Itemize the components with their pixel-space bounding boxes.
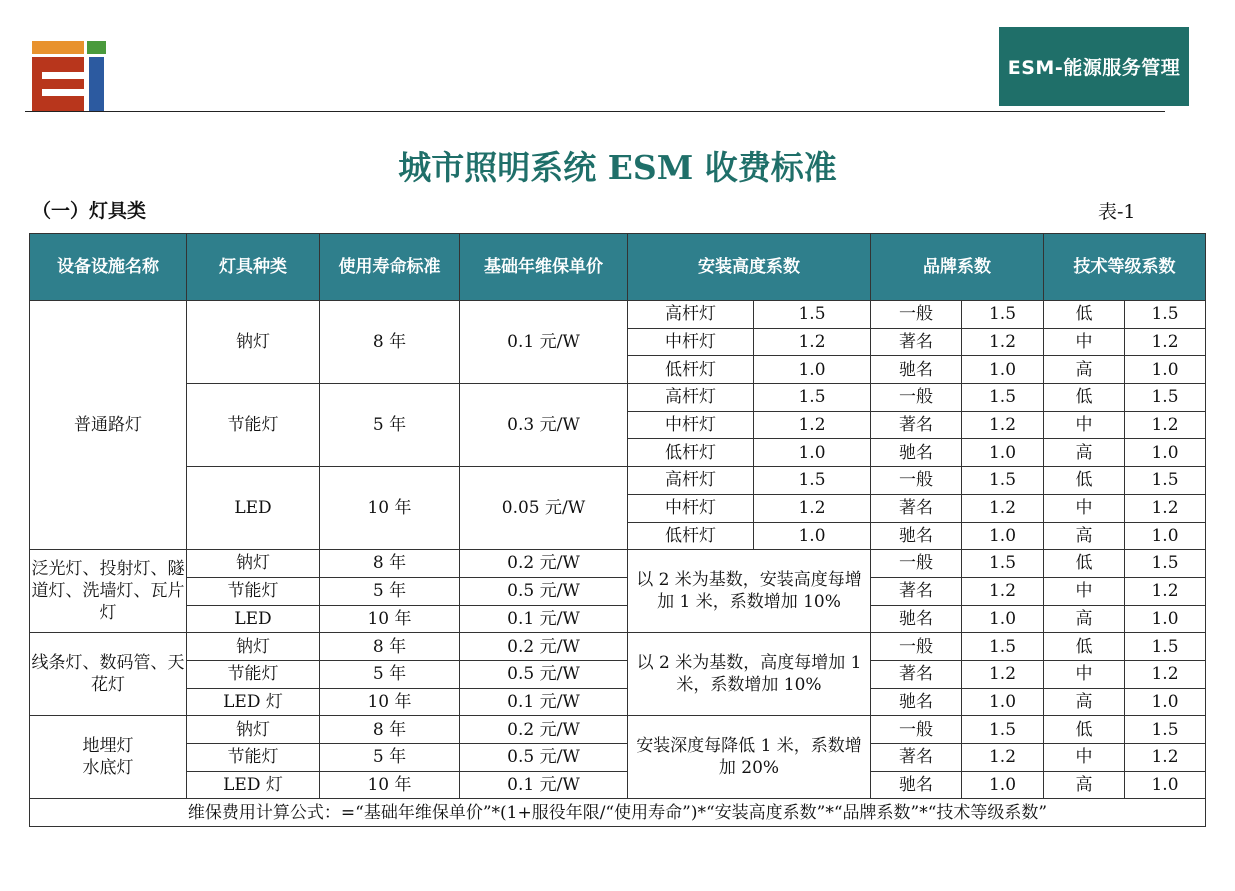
lamp-type: 节能灯 [187, 577, 320, 605]
height-coeff-name: 高杆灯 [628, 301, 754, 329]
brand-coeff-value: 1.5 [962, 467, 1044, 495]
height-coeff-name: 低杆灯 [628, 356, 754, 384]
logo-white-bar-2 [42, 89, 84, 96]
service-life: 5 年 [320, 577, 460, 605]
height-coeff-name: 中杆灯 [628, 494, 754, 522]
brand-coeff-name: 一般 [871, 301, 962, 329]
brand-coeff-name: 驰名 [871, 522, 962, 550]
ei-logo [32, 41, 106, 111]
header-brand-coeff: 品牌系数 [871, 234, 1044, 301]
annual-price: 0.5 元/W [460, 660, 628, 688]
height-coeff-note: 以 2 米为基数，高度每增加 1 米，系数增加 10% [628, 633, 871, 716]
logo-orange-bar [32, 41, 84, 54]
service-life: 10 年 [320, 605, 460, 633]
table-row [30, 744, 1206, 772]
height-coeff-note: 安装深度每降低 1 米，系数增加 20% [628, 716, 871, 799]
brand-coeff-name: 一般 [871, 467, 962, 495]
tech-coeff-name: 中 [1044, 660, 1125, 688]
table-row [30, 660, 1206, 688]
tech-coeff-name: 中 [1044, 577, 1125, 605]
header-lamp-type: 灯具种类 [187, 234, 320, 301]
logo-blue-bar [89, 57, 104, 111]
tech-coeff-value: 1.5 [1125, 550, 1206, 578]
tech-coeff-name: 中 [1044, 328, 1125, 356]
height-coeff-value: 1.2 [754, 494, 871, 522]
logo-white-bar-1 [42, 72, 84, 79]
tech-coeff-value: 1.2 [1125, 411, 1206, 439]
service-life: 10 年 [320, 771, 460, 799]
lamp-type: 钠灯 [187, 301, 320, 384]
service-life: 8 年 [320, 301, 460, 384]
tech-coeff-value: 1.0 [1125, 771, 1206, 799]
height-coeff-value: 1.5 [754, 384, 871, 412]
brand-coeff-value: 1.0 [962, 522, 1044, 550]
brand-coeff-name: 一般 [871, 384, 962, 412]
brand-coeff-name: 著名 [871, 744, 962, 772]
service-life: 5 年 [320, 744, 460, 772]
lamp-type: 节能灯 [187, 384, 320, 467]
table-header-row [30, 234, 1206, 301]
brand-coeff-name: 驰名 [871, 439, 962, 467]
brand-coeff-value: 1.0 [962, 771, 1044, 799]
brand-coeff-value: 1.2 [962, 328, 1044, 356]
annual-price: 0.1 元/W [460, 688, 628, 716]
facility-name: 普通路灯 [30, 301, 187, 550]
tech-coeff-name: 低 [1044, 384, 1125, 412]
tech-coeff-value: 1.0 [1125, 439, 1206, 467]
brand-coeff-value: 1.5 [962, 550, 1044, 578]
height-coeff-value: 1.5 [754, 301, 871, 329]
tech-coeff-value: 1.5 [1125, 467, 1206, 495]
brand-coeff-name: 著名 [871, 577, 962, 605]
brand-coeff-value: 1.0 [962, 605, 1044, 633]
lamp-type: LED [187, 467, 320, 550]
service-life: 5 年 [320, 660, 460, 688]
table-number: 表-1 [1098, 201, 1136, 223]
service-life: 8 年 [320, 633, 460, 661]
brand-coeff-name: 著名 [871, 328, 962, 356]
table-row [30, 633, 1206, 661]
annual-price: 0.1 元/W [460, 771, 628, 799]
fee-standard-table [29, 233, 1206, 827]
brand-coeff-value: 1.5 [962, 384, 1044, 412]
table-row [30, 605, 1206, 633]
annual-price: 0.05 元/W [460, 467, 628, 550]
tech-coeff-name: 高 [1044, 522, 1125, 550]
brand-coeff-value: 1.2 [962, 577, 1044, 605]
brand-coeff-value: 1.2 [962, 660, 1044, 688]
tech-coeff-name: 低 [1044, 633, 1125, 661]
annual-price: 0.1 元/W [460, 605, 628, 633]
table-row [30, 301, 1206, 329]
brand-coeff-value: 1.2 [962, 744, 1044, 772]
tech-coeff-name: 高 [1044, 688, 1125, 716]
brand-coeff-name: 驰名 [871, 356, 962, 384]
height-coeff-value: 1.5 [754, 467, 871, 495]
annual-price: 0.3 元/W [460, 384, 628, 467]
lamp-type: 钠灯 [187, 716, 320, 744]
brand-coeff-value: 1.0 [962, 688, 1044, 716]
logo-green-square [87, 41, 106, 54]
table-row [30, 577, 1206, 605]
tech-coeff-name: 高 [1044, 356, 1125, 384]
lamp-type: 钠灯 [187, 550, 320, 578]
lamp-type: LED 灯 [187, 688, 320, 716]
tech-coeff-value: 1.5 [1125, 301, 1206, 329]
service-life: 10 年 [320, 467, 460, 550]
tech-coeff-value: 1.2 [1125, 577, 1206, 605]
tech-coeff-value: 1.2 [1125, 494, 1206, 522]
table-row [30, 716, 1206, 744]
service-life: 5 年 [320, 384, 460, 467]
tech-coeff-value: 1.0 [1125, 605, 1206, 633]
formula-row [30, 799, 1206, 827]
annual-price: 0.2 元/W [460, 716, 628, 744]
tech-coeff-value: 1.5 [1125, 384, 1206, 412]
brand-coeff-value: 1.5 [962, 301, 1044, 329]
brand-coeff-name: 驰名 [871, 771, 962, 799]
tech-coeff-name: 高 [1044, 439, 1125, 467]
height-coeff-value: 1.0 [754, 439, 871, 467]
service-life: 8 年 [320, 716, 460, 744]
brand-coeff-name: 一般 [871, 633, 962, 661]
height-coeff-value: 1.2 [754, 328, 871, 356]
tech-coeff-value: 1.2 [1125, 744, 1206, 772]
tech-coeff-value: 1.0 [1125, 356, 1206, 384]
brand-coeff-name: 著名 [871, 494, 962, 522]
tech-coeff-name: 低 [1044, 301, 1125, 329]
height-coeff-name: 低杆灯 [628, 439, 754, 467]
height-coeff-name: 低杆灯 [628, 522, 754, 550]
lamp-type: LED [187, 605, 320, 633]
section-heading: （一）灯具类 [32, 200, 147, 222]
annual-price: 0.5 元/W [460, 577, 628, 605]
header-annual-price: 基础年维保单价 [460, 234, 628, 301]
facility-name: 线条灯、数码管、天花灯 [30, 633, 187, 716]
tech-coeff-value: 1.2 [1125, 328, 1206, 356]
tech-coeff-name: 高 [1044, 605, 1125, 633]
tech-coeff-name: 中 [1044, 411, 1125, 439]
tech-coeff-name: 低 [1044, 716, 1125, 744]
brand-coeff-name: 著名 [871, 660, 962, 688]
table-row [30, 771, 1206, 799]
height-coeff-name: 中杆灯 [628, 328, 754, 356]
header-facility-name: 设备设施名称 [30, 234, 187, 301]
lamp-type: 钠灯 [187, 633, 320, 661]
brand-coeff-value: 1.0 [962, 439, 1044, 467]
header-tech-coeff: 技术等级系数 [1044, 234, 1206, 301]
height-coeff-value: 1.0 [754, 356, 871, 384]
tech-coeff-value: 1.2 [1125, 660, 1206, 688]
header-height-coeff: 安装高度系数 [628, 234, 871, 301]
height-coeff-value: 1.0 [754, 522, 871, 550]
table-body [30, 301, 1206, 799]
tech-coeff-value: 1.5 [1125, 716, 1206, 744]
tech-coeff-name: 低 [1044, 467, 1125, 495]
brand-coeff-value: 1.2 [962, 411, 1044, 439]
annual-price: 0.5 元/W [460, 744, 628, 772]
brand-coeff-name: 驰名 [871, 605, 962, 633]
service-life: 10 年 [320, 688, 460, 716]
maintenance-formula: 维保费用计算公式：=“基础年维保单价”*(1+服役年限/“使用寿命”)*“安装高度系数”*“品牌系数”*“技术等级系数” [30, 799, 1206, 827]
brand-coeff-name: 一般 [871, 716, 962, 744]
tech-coeff-value: 1.5 [1125, 633, 1206, 661]
brand-coeff-name: 著名 [871, 411, 962, 439]
brand-coeff-value: 1.5 [962, 633, 1044, 661]
height-coeff-name: 高杆灯 [628, 467, 754, 495]
annual-price: 0.2 元/W [460, 550, 628, 578]
annual-price: 0.2 元/W [460, 633, 628, 661]
lamp-type: 节能灯 [187, 660, 320, 688]
service-life: 8 年 [320, 550, 460, 578]
brand-coeff-name: 驰名 [871, 688, 962, 716]
brand-coeff-name: 一般 [871, 550, 962, 578]
header-divider [25, 111, 1165, 112]
tech-coeff-value: 1.0 [1125, 522, 1206, 550]
table-row [30, 550, 1206, 578]
table-row [30, 467, 1206, 495]
tech-coeff-name: 中 [1044, 744, 1125, 772]
height-coeff-name: 中杆灯 [628, 411, 754, 439]
tech-coeff-name: 高 [1044, 771, 1125, 799]
height-coeff-name: 高杆灯 [628, 384, 754, 412]
lamp-type: 节能灯 [187, 744, 320, 772]
facility-name: 泛光灯、投射灯、隧道灯、洗墙灯、瓦片灯 [30, 550, 187, 633]
header-service-life: 使用寿命标准 [320, 234, 460, 301]
brand-coeff-value: 1.2 [962, 494, 1044, 522]
height-coeff-value: 1.2 [754, 411, 871, 439]
tech-coeff-value: 1.0 [1125, 688, 1206, 716]
height-coeff-note: 以 2 米为基数，安装高度每增加 1 米，系数增加 10% [628, 550, 871, 633]
tech-coeff-name: 中 [1044, 494, 1125, 522]
annual-price: 0.1 元/W [460, 301, 628, 384]
table-row [30, 688, 1206, 716]
logo-red-block [32, 57, 84, 111]
lamp-type: LED 灯 [187, 771, 320, 799]
brand-coeff-value: 1.5 [962, 716, 1044, 744]
esm-banner: ESM-能源服务管理 [999, 27, 1189, 106]
page-title: 城市照明系统 ESM 收费标准 [398, 148, 837, 187]
facility-name: 地埋灯 水底灯 [30, 716, 187, 799]
tech-coeff-name: 低 [1044, 550, 1125, 578]
brand-coeff-value: 1.0 [962, 356, 1044, 384]
table-row [30, 384, 1206, 412]
